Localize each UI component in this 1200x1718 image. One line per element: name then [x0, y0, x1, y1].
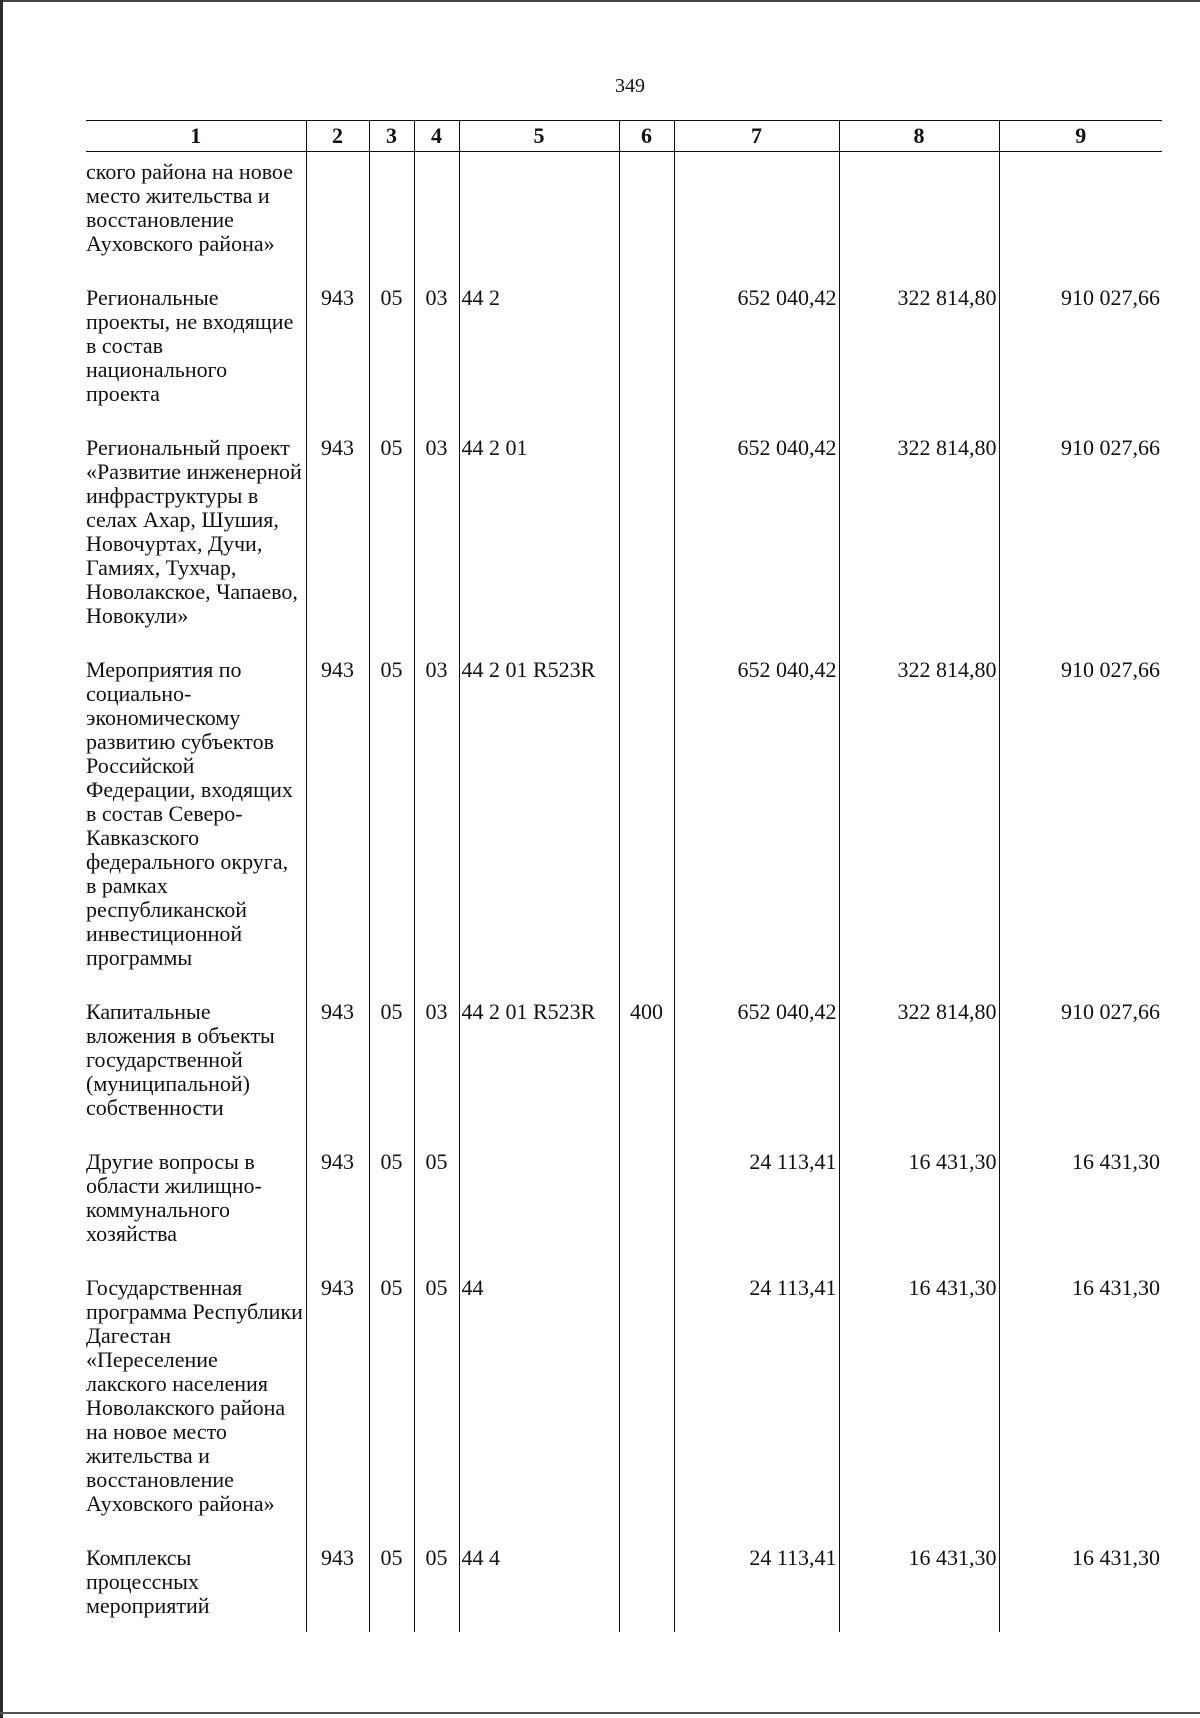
amount-col9-cell: 910 027,66: [999, 270, 1162, 420]
ministry-code-cell: 943: [306, 270, 369, 420]
subsection-cell: 03: [414, 270, 459, 420]
table-row: [86, 984, 1162, 1134]
amount-col8-cell: 16 431,30: [839, 1260, 999, 1530]
section-cell: 05: [369, 1530, 414, 1632]
column-header-4: 4: [414, 121, 459, 152]
amount-col7-cell: 652 040,42: [674, 270, 839, 420]
section-cell: [369, 152, 414, 271]
table-header-row: [86, 121, 1162, 152]
scan-edge-top: [0, 0, 1200, 2]
amount-col8-cell: 16 431,30: [839, 1530, 999, 1632]
ministry-code-cell: 943: [306, 642, 369, 984]
section-cell: 05: [369, 420, 414, 642]
row-name-cell: Государственная программа Республики Дагестан «Переселение лакского населения Новолакского района на новое место жительства и восстановление Ауховского района»: [86, 1275, 303, 1516]
table-row: [86, 1530, 1162, 1632]
amount-col8-cell: [839, 152, 999, 271]
amount-col9-cell: 16 431,30: [999, 1260, 1162, 1530]
amount-col9-cell: 910 027,66: [999, 984, 1162, 1134]
row-name-cell: ского района на новое место жительства и восстановление Ауховского района»: [86, 159, 293, 256]
row-name-cell: Другие вопросы в области жилищно-коммунального хозяйства: [86, 1149, 262, 1246]
amount-col7-cell: 652 040,42: [674, 420, 839, 642]
row-name-cell: Региональные проекты, не входящие в состав национального проекта: [86, 285, 294, 406]
section-cell: 05: [369, 1134, 414, 1260]
amount-col8-cell: 16 431,30: [839, 1134, 999, 1260]
subsection-cell: 05: [414, 1260, 459, 1530]
amount-col8-cell: 322 814,80: [839, 642, 999, 984]
column-header-1: 1: [86, 121, 306, 152]
expense-type-cell: [619, 1530, 674, 1632]
subsection-cell: 03: [414, 984, 459, 1134]
expense-type-cell: [619, 1260, 674, 1530]
column-header-9: 9: [999, 121, 1162, 152]
table-row: [86, 152, 1162, 271]
column-header-6: 6: [619, 121, 674, 152]
section-cell: 05: [369, 270, 414, 420]
amount-col8-cell: 322 814,80: [839, 420, 999, 642]
scan-edge-left: [0, 0, 3, 1718]
column-header-8: 8: [839, 121, 999, 152]
column-header-2: 2: [306, 121, 369, 152]
amount-col7-cell: 24 113,41: [674, 1260, 839, 1530]
table-row: [86, 1134, 1162, 1260]
amount-col9-cell: 910 027,66: [999, 642, 1162, 984]
amount-col9-cell: 910 027,66: [999, 420, 1162, 642]
amount-col7-cell: 24 113,41: [674, 1530, 839, 1632]
row-name-cell: Капитальные вложения в объекты государственной (муниципальной) собственности: [86, 999, 275, 1120]
ministry-code-cell: 943: [306, 1134, 369, 1260]
target-article-cell: 44 4: [459, 1530, 619, 1632]
subsection-cell: 03: [414, 642, 459, 984]
scan-edge-bottom: [0, 1712, 1200, 1714]
expense-type-cell: [619, 270, 674, 420]
page-number: 349: [615, 75, 645, 97]
row-name-cell: Комплексы процессных мероприятий: [86, 1545, 210, 1618]
section-cell: 05: [369, 984, 414, 1134]
amount-col8-cell: 322 814,80: [839, 270, 999, 420]
target-article-cell: [459, 152, 619, 271]
amount-col7-cell: 652 040,42: [674, 984, 839, 1134]
subsection-cell: [414, 152, 459, 271]
amount-col8-cell: 322 814,80: [839, 984, 999, 1134]
amount-col9-cell: 16 431,30: [999, 1530, 1162, 1632]
ministry-code-cell: [306, 152, 369, 271]
target-article-cell: 44 2 01: [459, 420, 619, 642]
expense-type-cell: [619, 420, 674, 642]
target-article-cell: 44 2 01 R523R: [459, 984, 619, 1134]
table-row: [86, 270, 1162, 420]
target-article-cell: 44: [459, 1260, 619, 1530]
subsection-cell: 03: [414, 420, 459, 642]
table-row: [86, 1260, 1162, 1530]
table-row: [86, 420, 1162, 642]
amount-col9-cell: 16 431,30: [999, 1134, 1162, 1260]
budget-table: [86, 120, 1162, 1632]
target-article-cell: 44 2: [459, 270, 619, 420]
amount-col7-cell: 652 040,42: [674, 642, 839, 984]
ministry-code-cell: 943: [306, 1530, 369, 1632]
subsection-cell: 05: [414, 1134, 459, 1260]
table-row: [86, 642, 1162, 984]
target-article-cell: 44 2 01 R523R: [459, 642, 619, 984]
amount-col7-cell: [674, 152, 839, 271]
column-header-3: 3: [369, 121, 414, 152]
subsection-cell: 05: [414, 1530, 459, 1632]
amount-col9-cell: [999, 152, 1162, 271]
column-header-5: 5: [459, 121, 619, 152]
expense-type-cell: 400: [619, 984, 674, 1134]
section-cell: 05: [369, 1260, 414, 1530]
target-article-cell: [459, 1134, 619, 1260]
ministry-code-cell: 943: [306, 984, 369, 1134]
expense-type-cell: [619, 642, 674, 984]
ministry-code-cell: 943: [306, 420, 369, 642]
row-name-cell: Мероприятия по социально-экономическому развитию субъектов Российской Федерации, входящих в состав Северо-Кавказского федерального округа, в рамках республиканской инвестиционной программы: [86, 657, 293, 970]
row-name-cell: Региональный проект «Развитие инженерной инфраструктуры в селах Ахар, Шушия, Новочуртах, Дучи, Гамиях, Тухчар, Новолакское, Чапаево, Новокули»: [86, 435, 302, 628]
column-header-7: 7: [674, 121, 839, 152]
amount-col7-cell: 24 113,41: [674, 1134, 839, 1260]
expense-type-cell: [619, 152, 674, 271]
expense-type-cell: [619, 1134, 674, 1260]
ministry-code-cell: 943: [306, 1260, 369, 1530]
section-cell: 05: [369, 642, 414, 984]
